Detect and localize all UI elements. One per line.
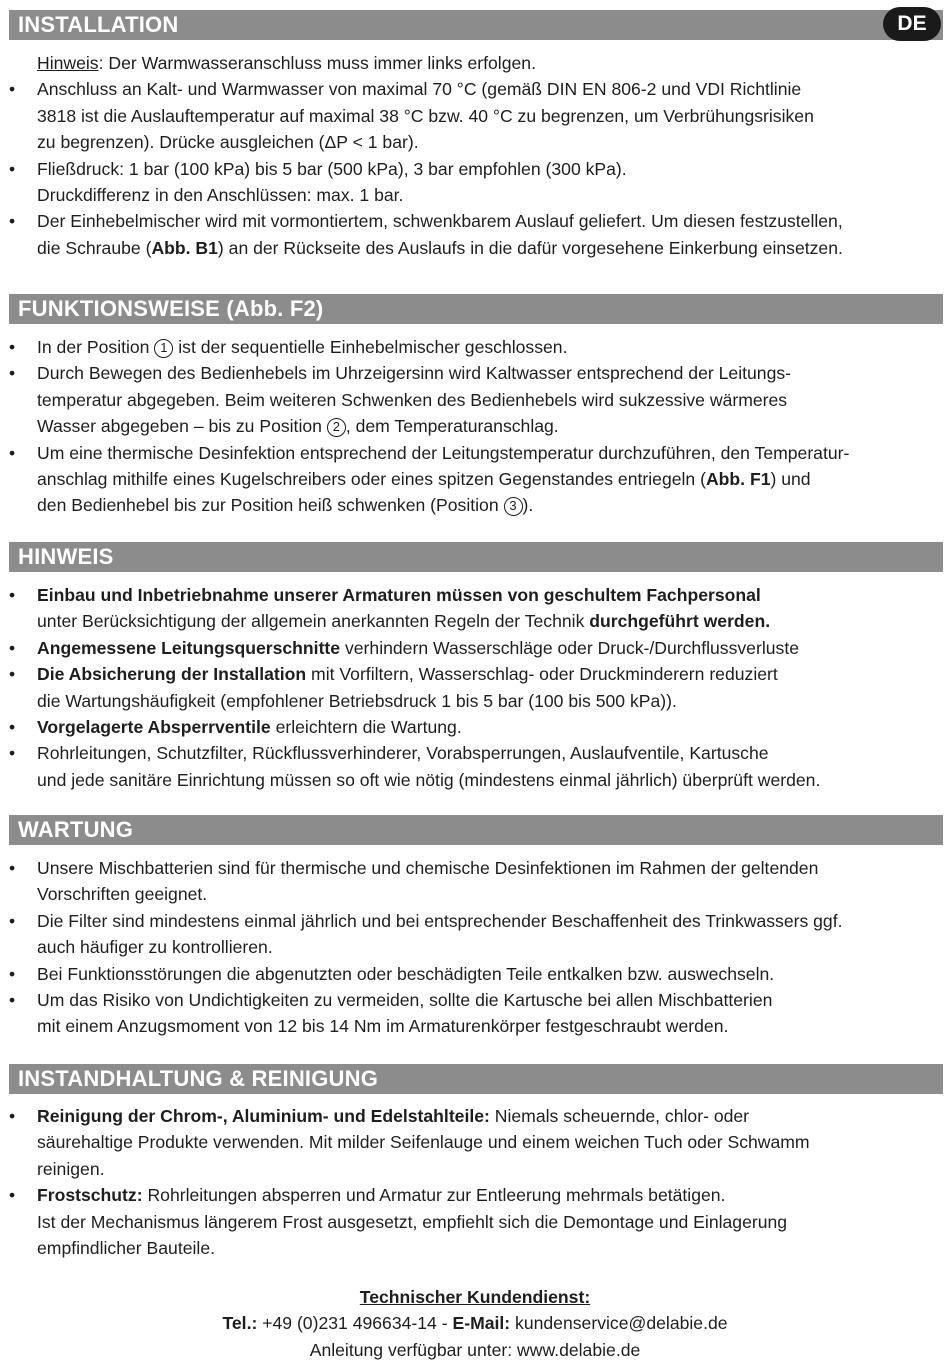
list-item: • Um eine thermische Desinfektion entsprechend der Leitungstemperatur durchzuführen, den Temperatur-: [0, 440, 950, 466]
text: mit Vorfiltern, Wasserschlag- oder Druckminderern reduziert: [306, 664, 778, 685]
list-item-cont: [0, 466, 950, 492]
bold-text: Frostschutz:: [37, 1185, 143, 1206]
language-badge: DE: [883, 7, 941, 41]
section-header-installation: [9, 10, 943, 40]
section-header-instandhaltung: [9, 1064, 943, 1094]
bold-text: Die Absicherung der Installation: [37, 664, 307, 685]
list-item: • Rohrleitungen, Schutzfilter, Rückflussverhinderer, Vorabsperrungen, Auslaufventile, Kartusche: [0, 740, 950, 766]
list-item-cont: säurehaltige Produkte verwenden. Mit milder Seifenlauge und einem weichen Tuch oder Schwamm: [37, 1132, 810, 1153]
hinweis-section: [0, 582, 950, 793]
list-item-cont: reinigen.: [37, 1158, 105, 1179]
figure-ref: Abb. F1: [705, 468, 771, 489]
list-item-cont: die Wartungshäufigkeit (empfohlener Betriebsdruck 1 bis 5 bar (100 bis 500 kPa)).: [37, 690, 677, 711]
service-heading: Technischer Kundendienst:: [359, 1287, 591, 1307]
figure-ref: Abb. B1: [151, 237, 218, 258]
note-label: Hinweis: [37, 53, 99, 73]
list-item-cont: 3818 ist die Auslauftemperatur auf maximal 38 °C bzw. 40 °C zu begrenzen, um Verbrühungsrisiken: [37, 105, 814, 126]
installation-note: [0, 50, 950, 76]
position-marker: 3: [504, 497, 523, 516]
position-marker: 1: [154, 339, 173, 358]
list-item-cont: zu begrenzen). Drücke ausgleichen (ΔP < 1 bar).: [37, 132, 419, 153]
bold-text: Angemessene Leitungsquerschnitte: [37, 637, 341, 658]
list-item: [0, 714, 950, 740]
section-header-hinweis: [9, 542, 943, 572]
list-item: • Anschluss an Kalt- und Warmwasser von maximal 70 °C (gemäß DIN EN 806-2 und VDI Richtlinie: [0, 76, 950, 102]
bold-text: durchgeführt werden.: [589, 611, 771, 632]
list-item-cont: mit einem Anzugsmoment von 12 bis 14 Nm im Armaturenkörper festgeschraubt werden.: [37, 1016, 729, 1037]
text: erleichtern die Wartung.: [270, 716, 462, 737]
list-item-cont: Vorschriften geeignet.: [37, 884, 208, 905]
section-title: FUNKTIONSWEISE (Abb. F2): [18, 296, 324, 321]
position-marker: 2: [327, 418, 346, 437]
funktionsweise-section: [0, 334, 950, 519]
section-header-wartung: [9, 815, 943, 845]
footer-heading: [0, 1284, 950, 1310]
text: In der Position: [37, 337, 155, 357]
text: Niemals scheuernde, chlor- oder: [489, 1106, 750, 1126]
instandhaltung-section: [0, 1103, 950, 1261]
list-item-cont: temperatur abgegeben. Beim weiteren Schwenken des Bedienhebels wird sukzessive wärmeres: [37, 389, 788, 410]
installation-section: [0, 50, 950, 261]
text: die Schraube (: [37, 237, 152, 258]
tel-label: Tel.:: [222, 1313, 258, 1334]
list-item: • Fließdruck: 1 bar (100 kPa) bis 5 bar (500 kPa), 3 bar empfohlen (300 kPa).: [0, 156, 950, 182]
text: , dem Temperaturanschlag.: [345, 416, 559, 437]
list-item-cont: empfindlicher Bauteile.: [37, 1237, 215, 1258]
list-item-cont: [0, 492, 950, 518]
list-item-cont: Ist der Mechanismus längerem Frost ausgesetzt, empfiehlt sich die Demontage und Einlagerung: [37, 1211, 788, 1232]
list-item-cont: und jede sanitäre Einrichtung müssen so oft wie nötig (mindestens einmal jährlich) überprüft werden.: [37, 769, 821, 790]
bold-text: Vorgelagerte Absperrventile: [37, 716, 271, 737]
text: ).: [522, 495, 534, 516]
list-item: • Bei Funktionsstörungen die abgenutzten oder beschädigten Teile entkalken bzw. auswechseln.: [0, 961, 950, 987]
text: Rohrleitungen absperren und Armatur zur Entleerung mehrmals betätigen.: [142, 1185, 726, 1206]
list-item: [0, 334, 950, 360]
text: den Bedienhebel bis zur Position heiß schwenken (Position: [37, 495, 504, 516]
list-item-cont: [0, 608, 950, 634]
list-item: • Der Einhebelmischer wird mit vormontiertem, schwenkbarem Auslauf geliefert. Um diesen festzustellen,: [0, 208, 950, 234]
bold-text: Reinigung der Chrom-, Aluminium- und Edelstahlteile:: [37, 1106, 490, 1126]
list-item: [0, 661, 950, 687]
bold-text: Einbau und Inbetriebnahme unserer Armaturen müssen von geschultem Fachpersonal: [37, 585, 761, 605]
list-item: • Um das Risiko von Undichtigkeiten zu vermeiden, sollte die Kartusche bei allen Mischbatterien: [0, 987, 950, 1013]
text: ) und: [770, 468, 811, 489]
footer: [0, 1284, 950, 1363]
text: ist der sequentielle Einhebelmischer geschlossen.: [173, 337, 568, 357]
footer-contact: [0, 1310, 950, 1336]
text: anschlag mithilfe eines Kugelschreibers oder eines spitzen Gegenstandes entriegeln (: [37, 468, 706, 489]
section-header-funktionsweise: [9, 294, 943, 324]
section-title: INSTANDHALTUNG & REINIGUNG: [18, 1066, 379, 1091]
section-title: HINWEIS: [18, 544, 114, 569]
list-item: • Die Filter sind mindestens einmal jährlich und bei entsprechender Beschaffenheit des Trinkwassers ggf.: [0, 908, 950, 934]
email-label: E-Mail:: [452, 1313, 511, 1334]
email-address: kundenservice@delabie.de: [510, 1313, 728, 1334]
tel-number: +49 (0)231 496634-14 -: [257, 1313, 453, 1334]
text: Wasser abgegeben – bis zu Position: [37, 416, 327, 437]
wartung-section: [0, 855, 950, 1040]
list-item: • Unsere Mischbatterien sind für thermische und chemische Desinfektionen im Rahmen der geltenden: [0, 855, 950, 881]
text: unter Berücksichtigung der allgemein anerkannten Regeln der Technik: [37, 611, 590, 632]
text: ) an der Rückseite des Auslaufs in die dafür vorgesehene Einkerbung einsetzen.: [217, 237, 843, 258]
list-item: [0, 1182, 950, 1208]
list-item: • Durch Bewegen des Bedienhebels im Uhrzeigersinn wird Kaltwasser entsprechend der Leitungs-: [0, 360, 950, 386]
list-item-cont: auch häufiger zu kontrollieren.: [37, 937, 273, 958]
note-text: : Der Warmwasseranschluss muss immer links erfolgen.: [98, 53, 536, 73]
section-title: INSTALLATION: [18, 12, 179, 37]
list-item: [0, 635, 950, 661]
list-item: [0, 582, 950, 608]
section-title: WARTUNG: [18, 817, 134, 842]
list-item-cont: Druckdifferenz in den Anschlüssen: max. 1 bar.: [37, 184, 404, 205]
text: verhindern Wasserschläge oder Druck-/Durchflussverluste: [340, 637, 799, 658]
list-item: [0, 1103, 950, 1129]
footer-manual-link: Anleitung verfügbar unter: www.delabie.de: [309, 1339, 641, 1360]
list-item-cont: [0, 413, 950, 439]
list-item-cont: [0, 235, 950, 261]
